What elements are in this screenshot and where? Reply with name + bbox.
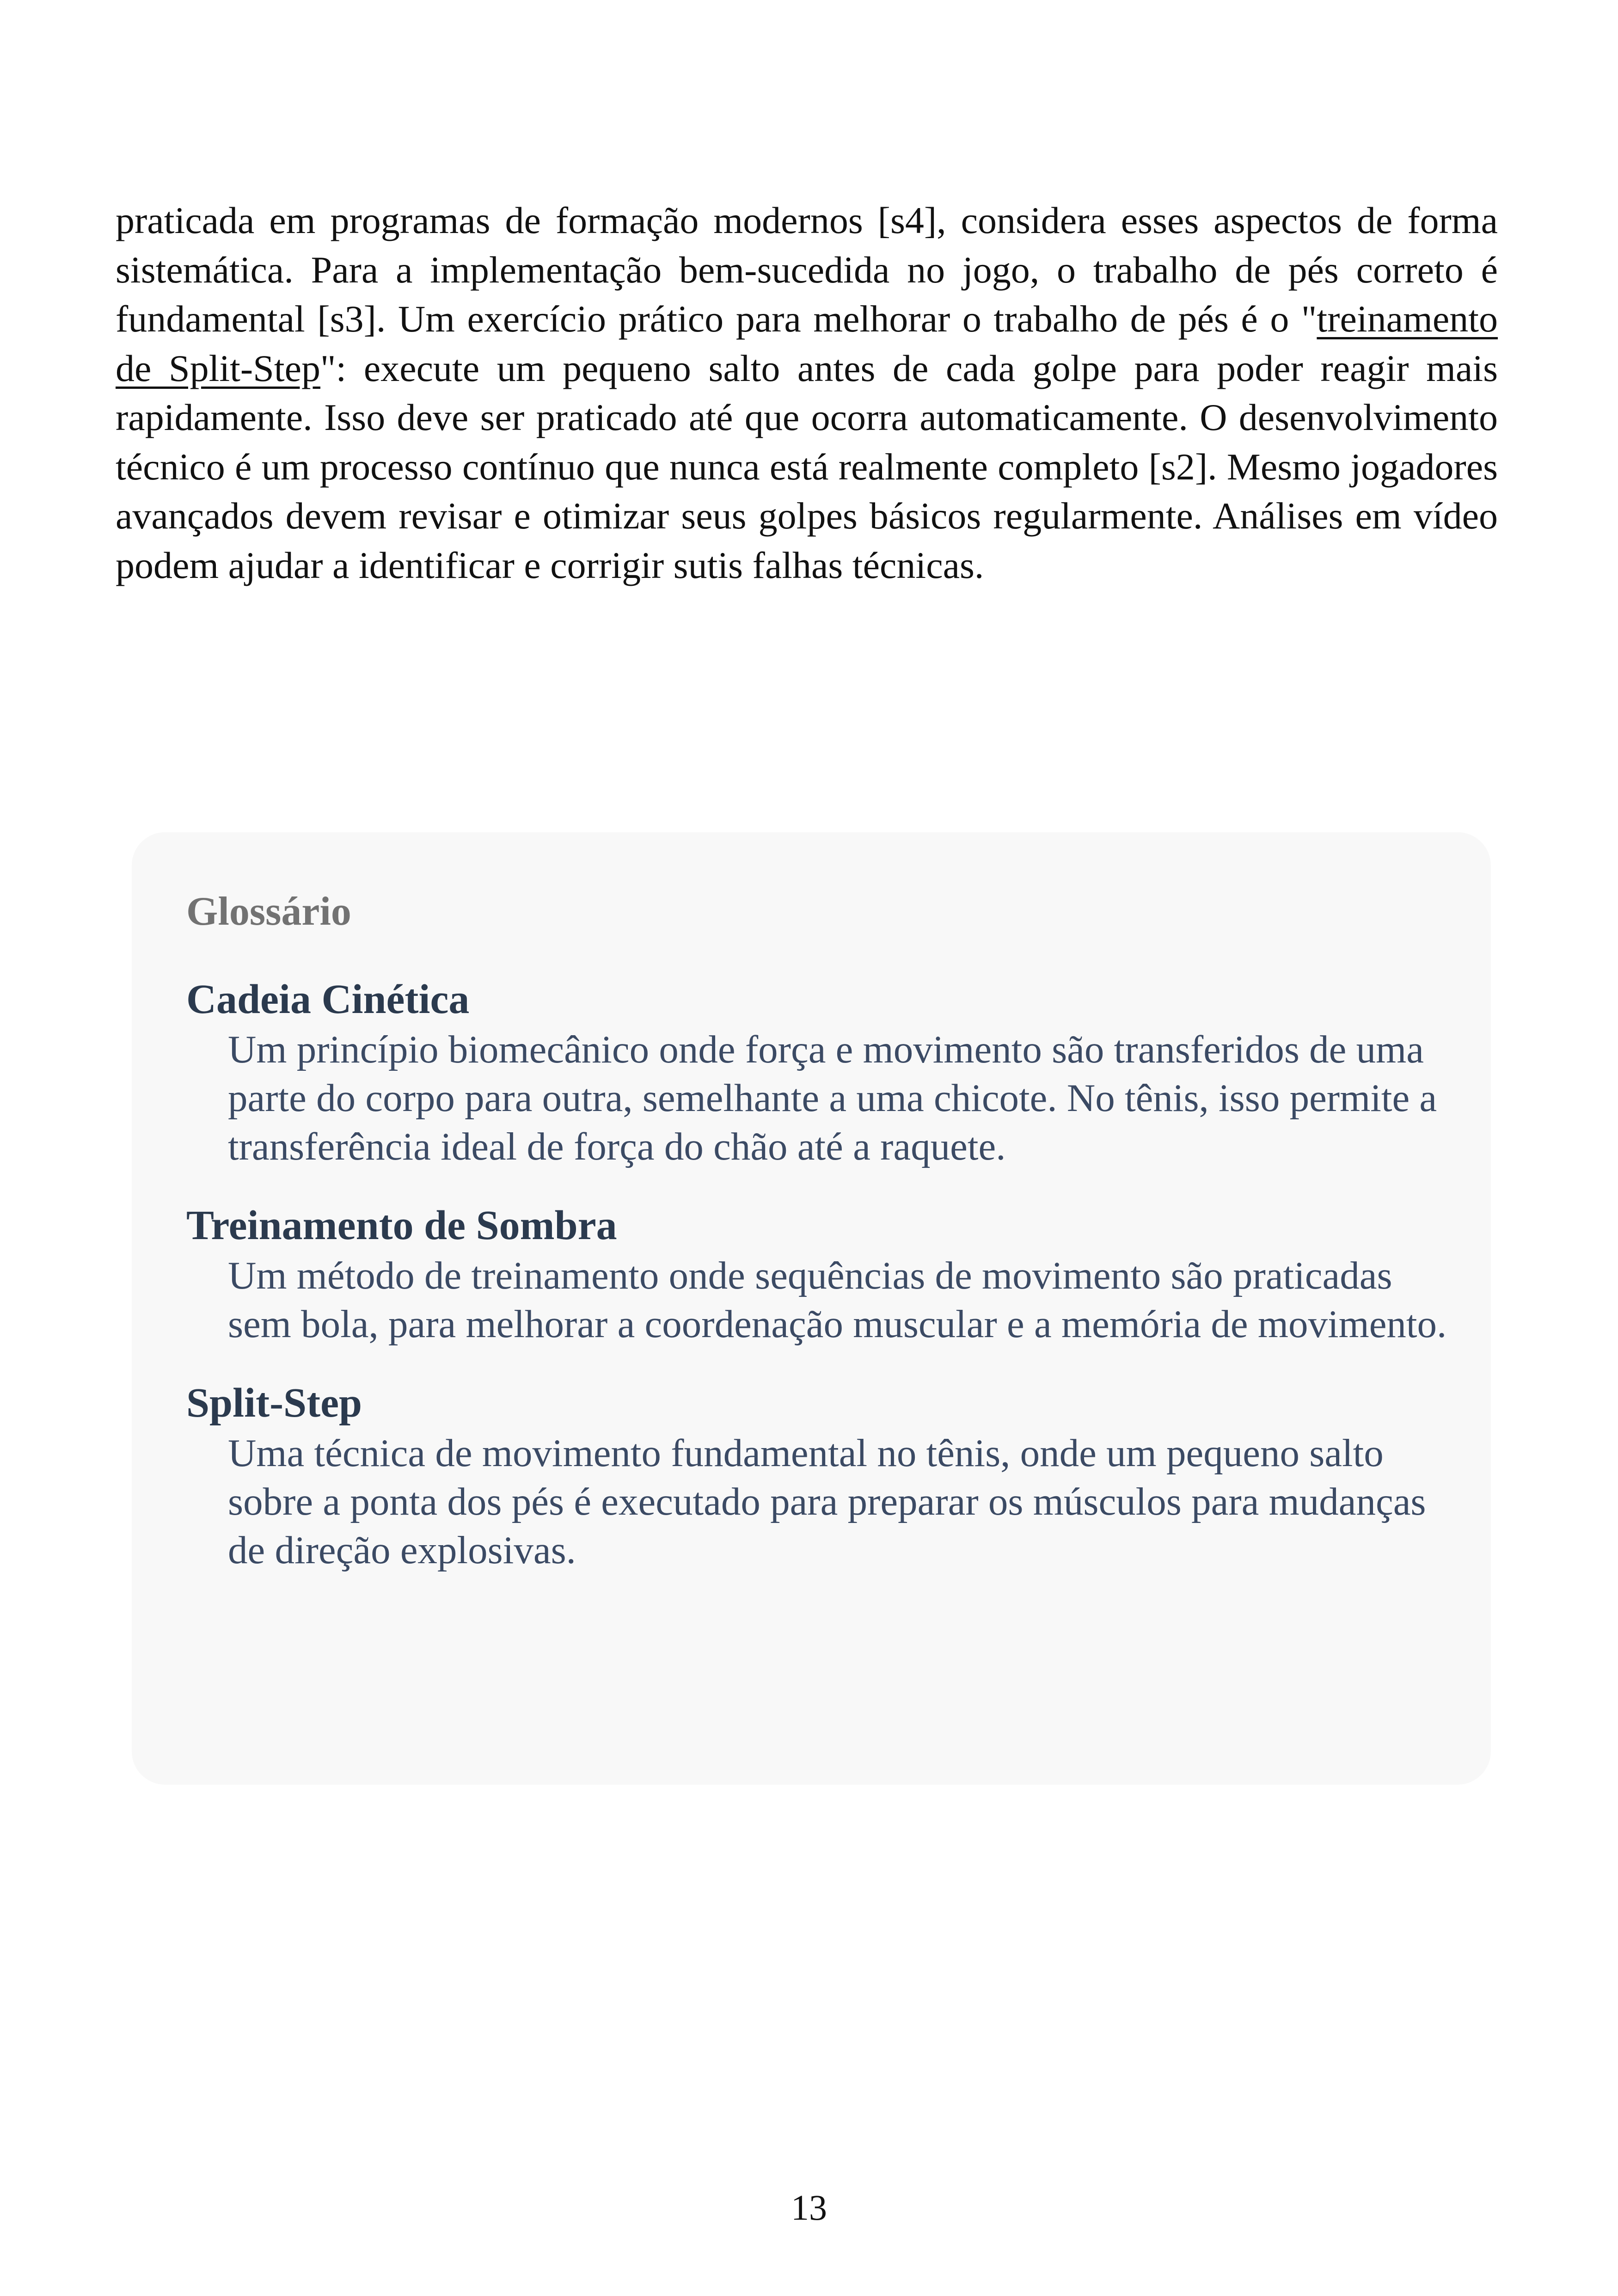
glossary-definition: Uma técnica de movimento fundamental no tênis, onde um pequeno salto sobre a ponta dos pés é executado para preparar os músculos para mudanças de direção explosivas. [228,1431,1426,1572]
glossary-entry [186,1200,1491,1349]
glossary-box [132,832,1491,1785]
body-text-part-2: ": execute um pequeno salto antes de cada golpe para poder reagir mais rapidamente. Isso deve ser praticado até que ocorra automaticamente. O desenvolvimento técnico é um processo contínuo que nunca está realmente completo [s2]. Mesmo jogadores avançados devem revisar e otimizar seus golpes básicos regularmente. Análises em vídeo podem ajudar a identificar e corrigir sutis falhas técnicas. [116,347,1498,586]
glossary-term: Cadeia Cinética [186,976,470,1022]
body-text-part-1: praticada em programas de formação modernos [s4], considera esses aspectos de forma sistemática. Para a implementação bem-sucedida no jogo, o trabalho de pés correto é fundamental [s3]. Um exercício prático para melhorar o trabalho de pés é o " [116,199,1498,340]
glossary-entry [186,1377,1491,1575]
glossary-definition: Um método de treinamento onde sequências de movimento são praticadas sem bola, para melhorar a coordenação muscular e a memória de movimento. [228,1254,1447,1346]
glossary-entry [186,974,1491,1171]
glossary-definition: Um princípio biomecânico onde força e movimento são transferidos de uma parte do corpo para outra, semelhante a uma chicote. No tênis, isso permite a transferência ideal de força do chão até a raquete. [228,1028,1437,1168]
page-number: 13 [791,2187,827,2228]
split-step-training-link[interactable]: treinamento de Split-Step [116,298,1498,389]
glossary-title: Glossário [186,889,351,934]
body-paragraph [116,196,1498,590]
glossary-term: Treinamento de Sombra [186,1203,617,1248]
glossary-term: Split-Step [186,1380,362,1426]
